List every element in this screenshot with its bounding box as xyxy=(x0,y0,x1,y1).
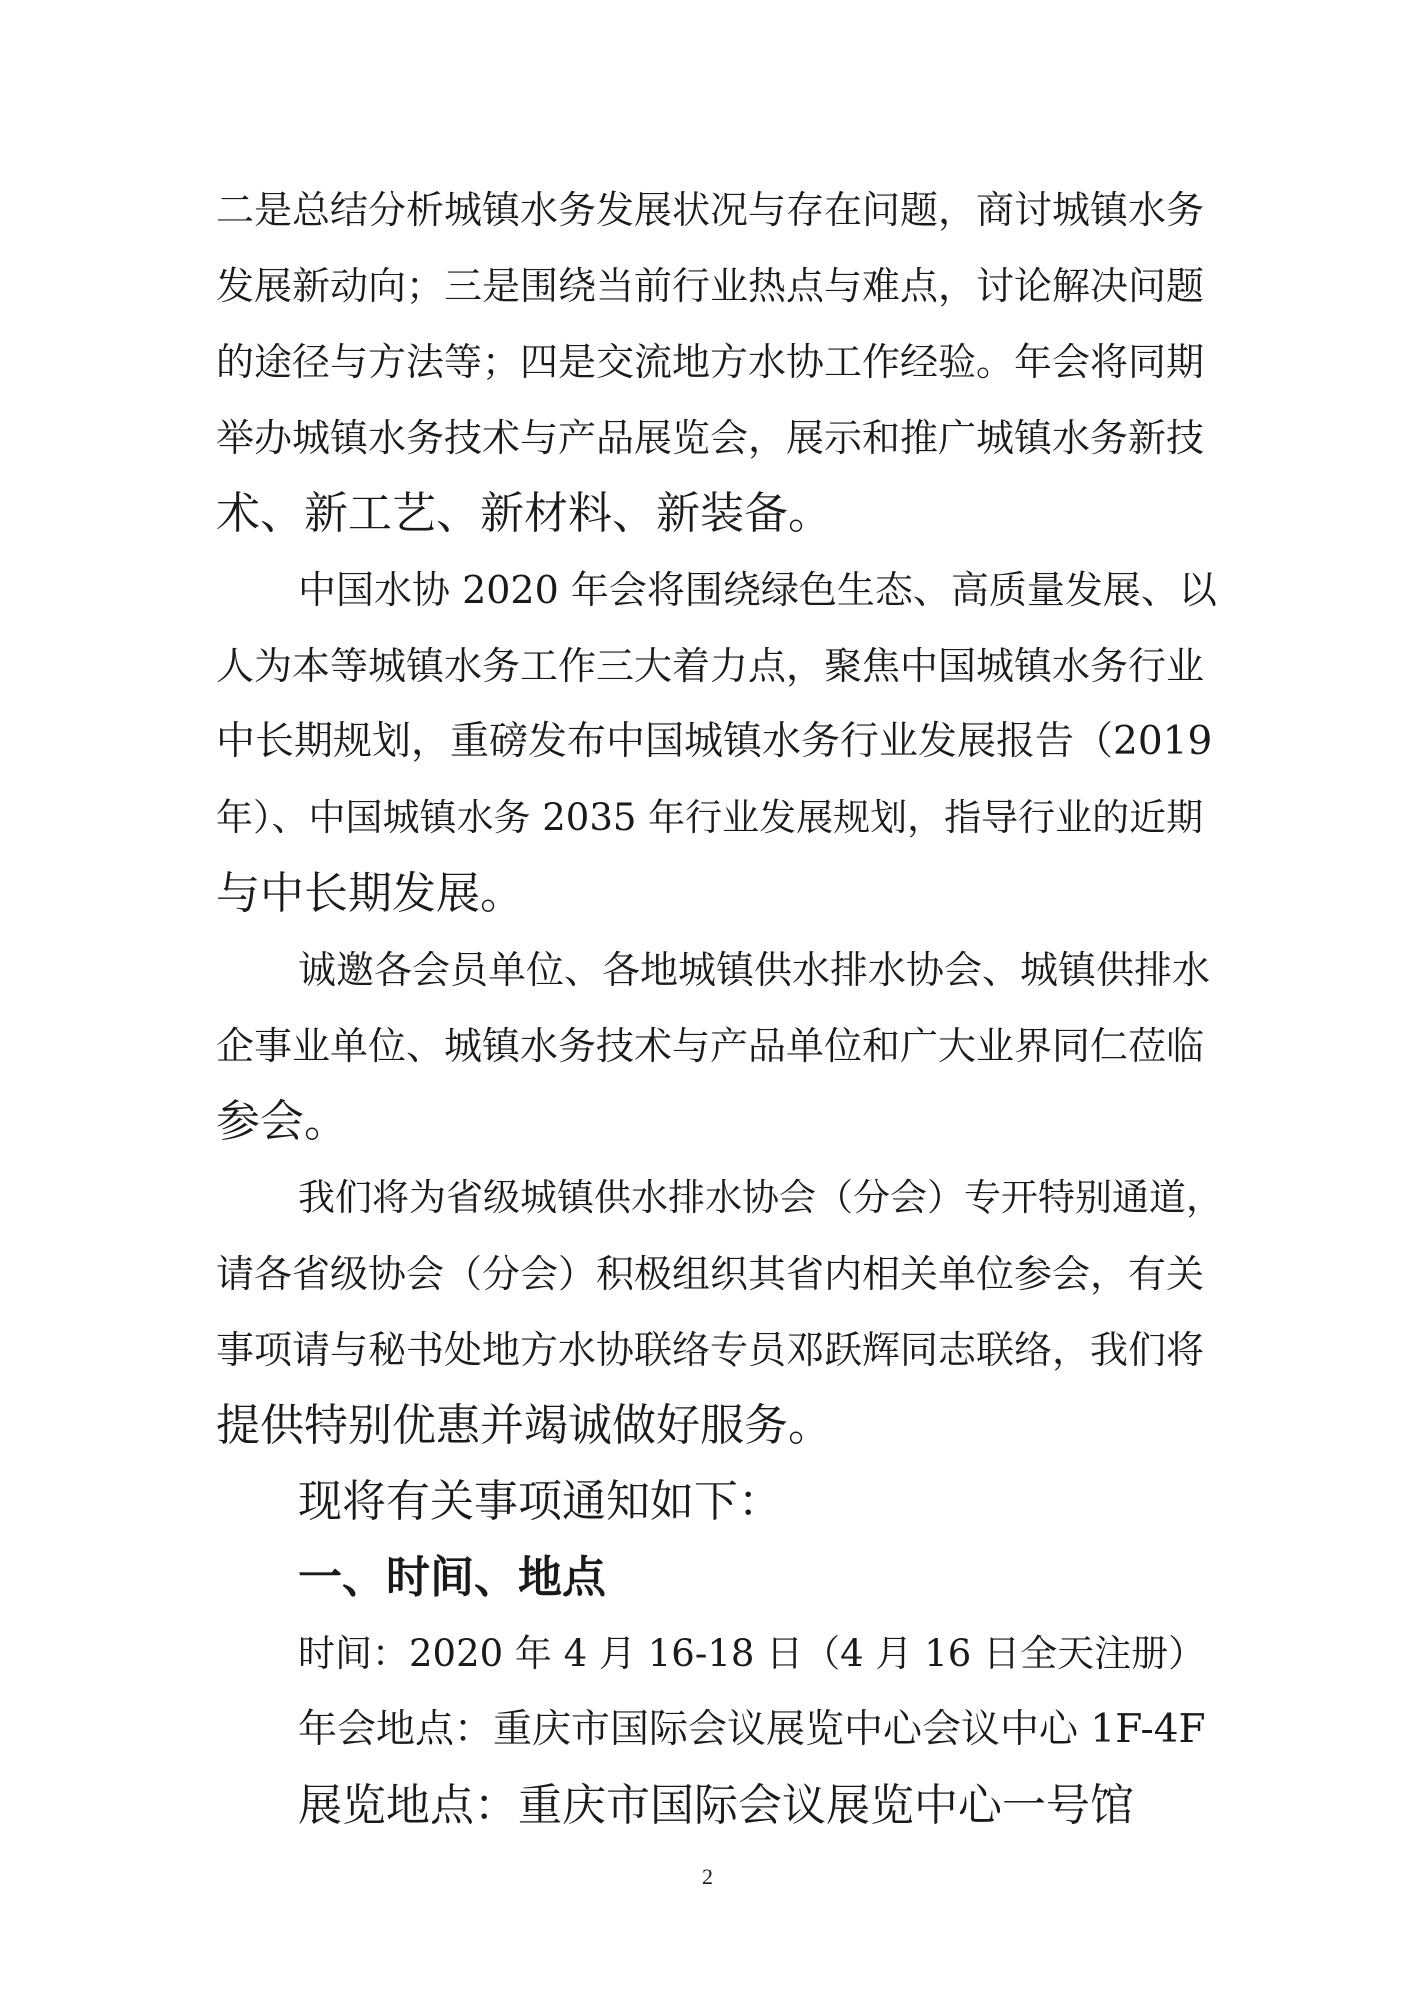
paragraph-line: 举办城镇水务技术与产品展览会，展示和推广城镇水务新技 xyxy=(216,416,1205,460)
paragraph-line: 中长期规划，重磅发布中国城镇水务行业发展报告（2019 xyxy=(216,719,1213,764)
paragraph-line: 发展新动向；三是围绕当前行业热点与难点，讨论解决问题 xyxy=(216,264,1205,308)
paragraph-line: 诚邀各会员单位、各地城镇供水排水协会、城镇供排水 xyxy=(298,948,1211,992)
paragraph-line: 企事业单位、城镇水务技术与产品单位和广大业界同仁莅临 xyxy=(216,1024,1205,1068)
venue-exhibition: 展览地点：重庆市国际会议展览中心一号馆 xyxy=(298,1780,1134,1831)
schedule-time: 时间：2020 年 4 月 16-18 日（4 月 16 日全天注册） xyxy=(298,1632,1206,1675)
paragraph-line: 请各省级协会（分会）积极组织其省内相关单位参会，有关 xyxy=(216,1252,1205,1296)
section-heading: 一、时间、地点 xyxy=(298,1552,606,1603)
venue-conference: 年会地点：重庆市国际会议展览中心会议中心 1F-4F xyxy=(298,1707,1206,1752)
paragraph-line: 提供特别优惠并竭诚做好服务。 xyxy=(216,1400,832,1451)
paragraph-line: 事项请与秘书处地方水协联络专员邓跃辉同志联络，我们将 xyxy=(216,1328,1205,1372)
paragraph-line: 参会。 xyxy=(216,1096,348,1147)
paragraph-line: 现将有关事项通知如下： xyxy=(298,1476,782,1527)
paragraph-line: 术、新工艺、新材料、新装备。 xyxy=(216,488,832,539)
paragraph-line: 的途径与方法等；四是交流地方水协工作经验。年会将同期 xyxy=(216,340,1205,384)
paragraph-line: 二是总结分析城镇水务发展状况与存在问题，商讨城镇水务 xyxy=(216,188,1205,232)
paragraph-line: 人为本等城镇水务工作三大着力点，聚焦中国城镇水务行业 xyxy=(216,644,1205,688)
paragraph-line: 与中长期发展。 xyxy=(216,868,524,919)
page-number: 2 xyxy=(702,1864,713,1889)
paragraph-line: 我们将为省级城镇供水排水协会（分会）专开特别通道， xyxy=(298,1176,1223,1219)
paragraph-line: 年）、中国城镇水务 2035 年行业发展规划，指导行业的近期 xyxy=(216,796,1204,839)
paragraph-line: 中国水协 2020 年会将围绕绿色生态、高质量发展、以 xyxy=(298,568,1217,612)
